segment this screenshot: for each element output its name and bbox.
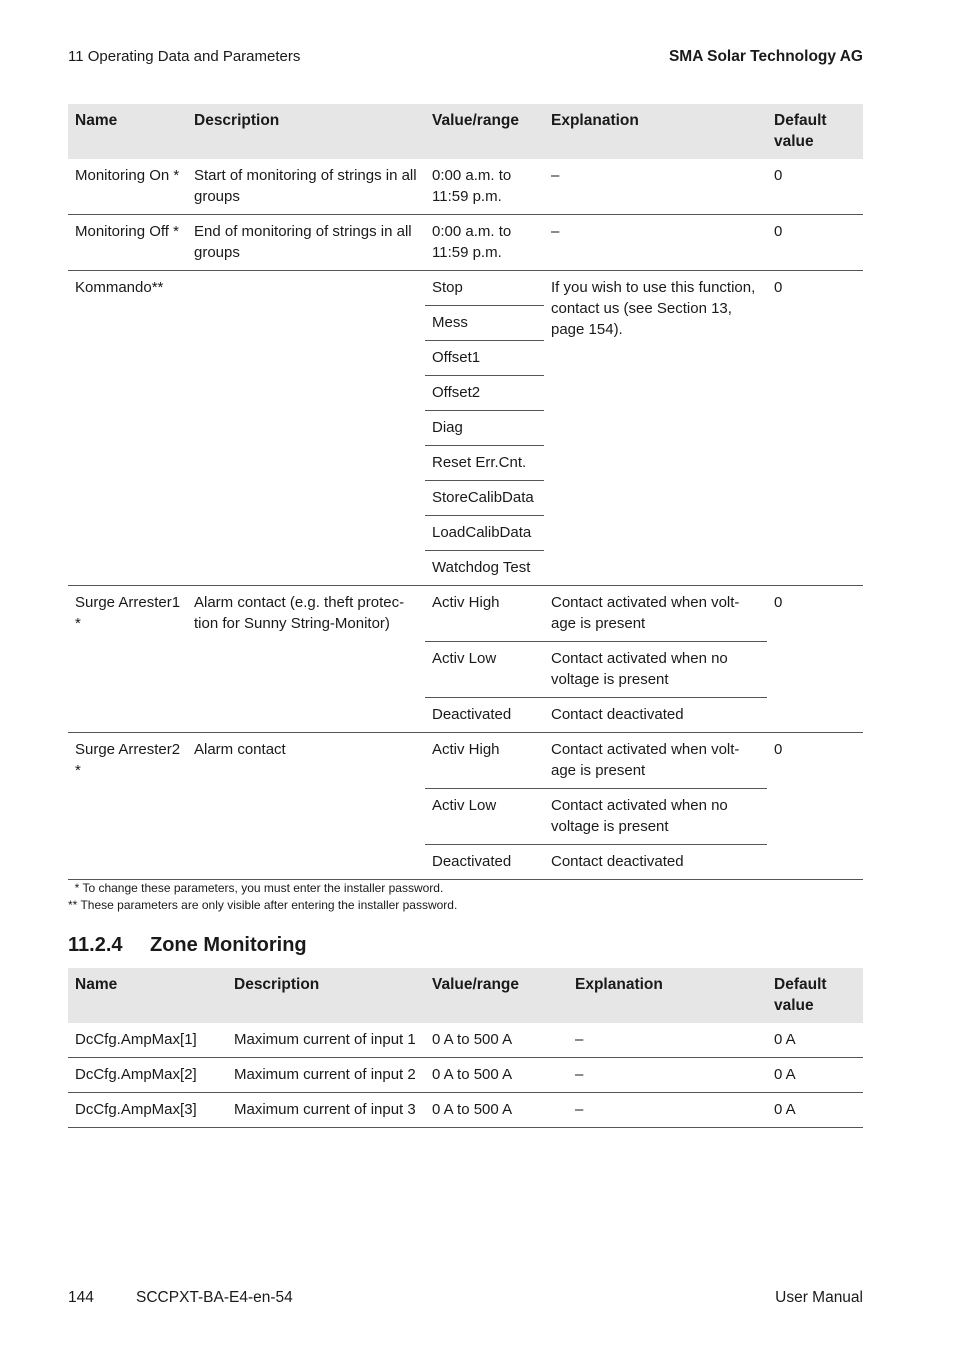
param-name: DcCfg.AmpMax[1] xyxy=(68,1023,227,1058)
param-explanation: – xyxy=(568,1023,767,1058)
column-header: Default value xyxy=(767,104,863,159)
param-description: Maximum current of input 1 xyxy=(227,1023,425,1058)
zone-monitoring-table xyxy=(68,968,863,1128)
param-value: Deactivated xyxy=(425,698,544,733)
param-description: Start of monitoring of strings in all groups xyxy=(187,159,425,215)
param-name: Kommando** xyxy=(68,271,187,586)
param-explanation: Contact activated when volt-age is present xyxy=(544,586,767,642)
footnote: ** These parameters are only visible after entering the installer password. xyxy=(68,898,458,912)
param-value: Activ Low xyxy=(425,789,544,845)
param-value: Offset1 xyxy=(425,341,544,376)
param-explanation: – xyxy=(544,215,767,271)
param-name: DcCfg.AmpMax[3] xyxy=(68,1093,227,1128)
table-row xyxy=(68,1023,863,1058)
param-value: Reset Err.Cnt. xyxy=(425,446,544,481)
param-value: 0:00 a.m. to 11:59 p.m. xyxy=(425,159,544,215)
param-value: 0 A to 500 A xyxy=(425,1058,568,1093)
param-value: Diag xyxy=(425,411,544,446)
column-header: Description xyxy=(227,968,425,1023)
param-default: 0 A xyxy=(767,1093,863,1128)
param-value: Offset2 xyxy=(425,376,544,411)
param-explanation: Contact deactivated xyxy=(544,845,767,880)
param-description: Alarm contact (e.g. theft protec-tion for Sunny String-Monitor) xyxy=(187,586,425,733)
param-value: 0 A to 500 A xyxy=(425,1023,568,1058)
param-explanation: Contact activated when no voltage is present xyxy=(544,789,767,845)
column-header: Name xyxy=(68,104,187,159)
param-explanation: Contact deactivated xyxy=(544,698,767,733)
column-header: Explanation xyxy=(544,104,767,159)
footnotes xyxy=(68,880,457,914)
param-name: Surge Arrester1 * xyxy=(68,586,187,733)
param-value: Activ High xyxy=(425,733,544,789)
parameters-table xyxy=(68,104,863,880)
section-title: Zone Monitoring xyxy=(150,934,307,956)
section-number: 11.2.4 xyxy=(68,934,123,956)
table-row xyxy=(68,586,863,642)
param-explanation: – xyxy=(568,1058,767,1093)
param-name: Surge Arrester2 * xyxy=(68,733,187,880)
param-default: 0 xyxy=(767,215,863,271)
param-default: 0 A xyxy=(767,1058,863,1093)
param-value: Deactivated xyxy=(425,845,544,880)
param-name: DcCfg.AmpMax[2] xyxy=(68,1058,227,1093)
param-explanation: – xyxy=(568,1093,767,1128)
param-default: 0 A xyxy=(767,1023,863,1058)
param-description: End of monitoring of strings in all groups xyxy=(187,215,425,271)
table-row xyxy=(68,1093,863,1128)
document-id: SCCPXT-BA-E4-en-54 xyxy=(136,1289,293,1306)
document-type: User Manual xyxy=(775,1289,863,1306)
param-description: Maximum current of input 3 xyxy=(227,1093,425,1128)
param-value: Activ Low xyxy=(425,642,544,698)
column-header: Value/range xyxy=(425,968,568,1023)
running-header-chapter: 11 Operating Data and Parameters xyxy=(68,48,301,65)
param-value: Stop xyxy=(425,271,544,306)
footnote: * To change these parameters, you must enter the installer password. xyxy=(68,881,444,895)
column-header: Value/range xyxy=(425,104,544,159)
param-description: Alarm contact xyxy=(187,733,425,880)
param-explanation: Contact activated when no voltage is present xyxy=(544,642,767,698)
param-description: Maximum current of input 2 xyxy=(227,1058,425,1093)
column-header: Name xyxy=(68,968,227,1023)
param-value: 0:00 a.m. to 11:59 p.m. xyxy=(425,215,544,271)
column-header: Explanation xyxy=(568,968,767,1023)
page-number: 144 xyxy=(68,1289,94,1306)
param-value: Watchdog Test xyxy=(425,551,544,586)
table-row xyxy=(68,1058,863,1093)
param-explanation: If you wish to use this function, contact us (see Section 13, page 154). xyxy=(544,271,767,586)
param-explanation: Contact activated when volt-age is present xyxy=(544,733,767,789)
section-heading xyxy=(68,935,307,956)
column-header: Default value xyxy=(767,968,863,1023)
param-name: Monitoring On * xyxy=(68,159,187,215)
param-value: Activ High xyxy=(425,586,544,642)
table-header-row xyxy=(68,968,863,1023)
param-value: 0 A to 500 A xyxy=(425,1093,568,1128)
column-header: Description xyxy=(187,104,425,159)
param-default: 0 xyxy=(767,271,863,586)
table-row xyxy=(68,215,863,271)
table-row xyxy=(68,159,863,215)
param-value: StoreCalibData xyxy=(425,481,544,516)
param-default: 0 xyxy=(767,586,863,733)
param-value: LoadCalibData xyxy=(425,516,544,551)
running-header-company: SMA Solar Technology AG xyxy=(668,48,863,65)
table-header-row xyxy=(68,104,863,159)
param-value: Mess xyxy=(425,306,544,341)
param-default: 0 xyxy=(767,159,863,215)
param-explanation: – xyxy=(544,159,767,215)
param-name: Monitoring Off * xyxy=(68,215,187,271)
param-default: 0 xyxy=(767,733,863,880)
table-row xyxy=(68,271,863,306)
param-description xyxy=(187,271,425,586)
table-row xyxy=(68,733,863,789)
